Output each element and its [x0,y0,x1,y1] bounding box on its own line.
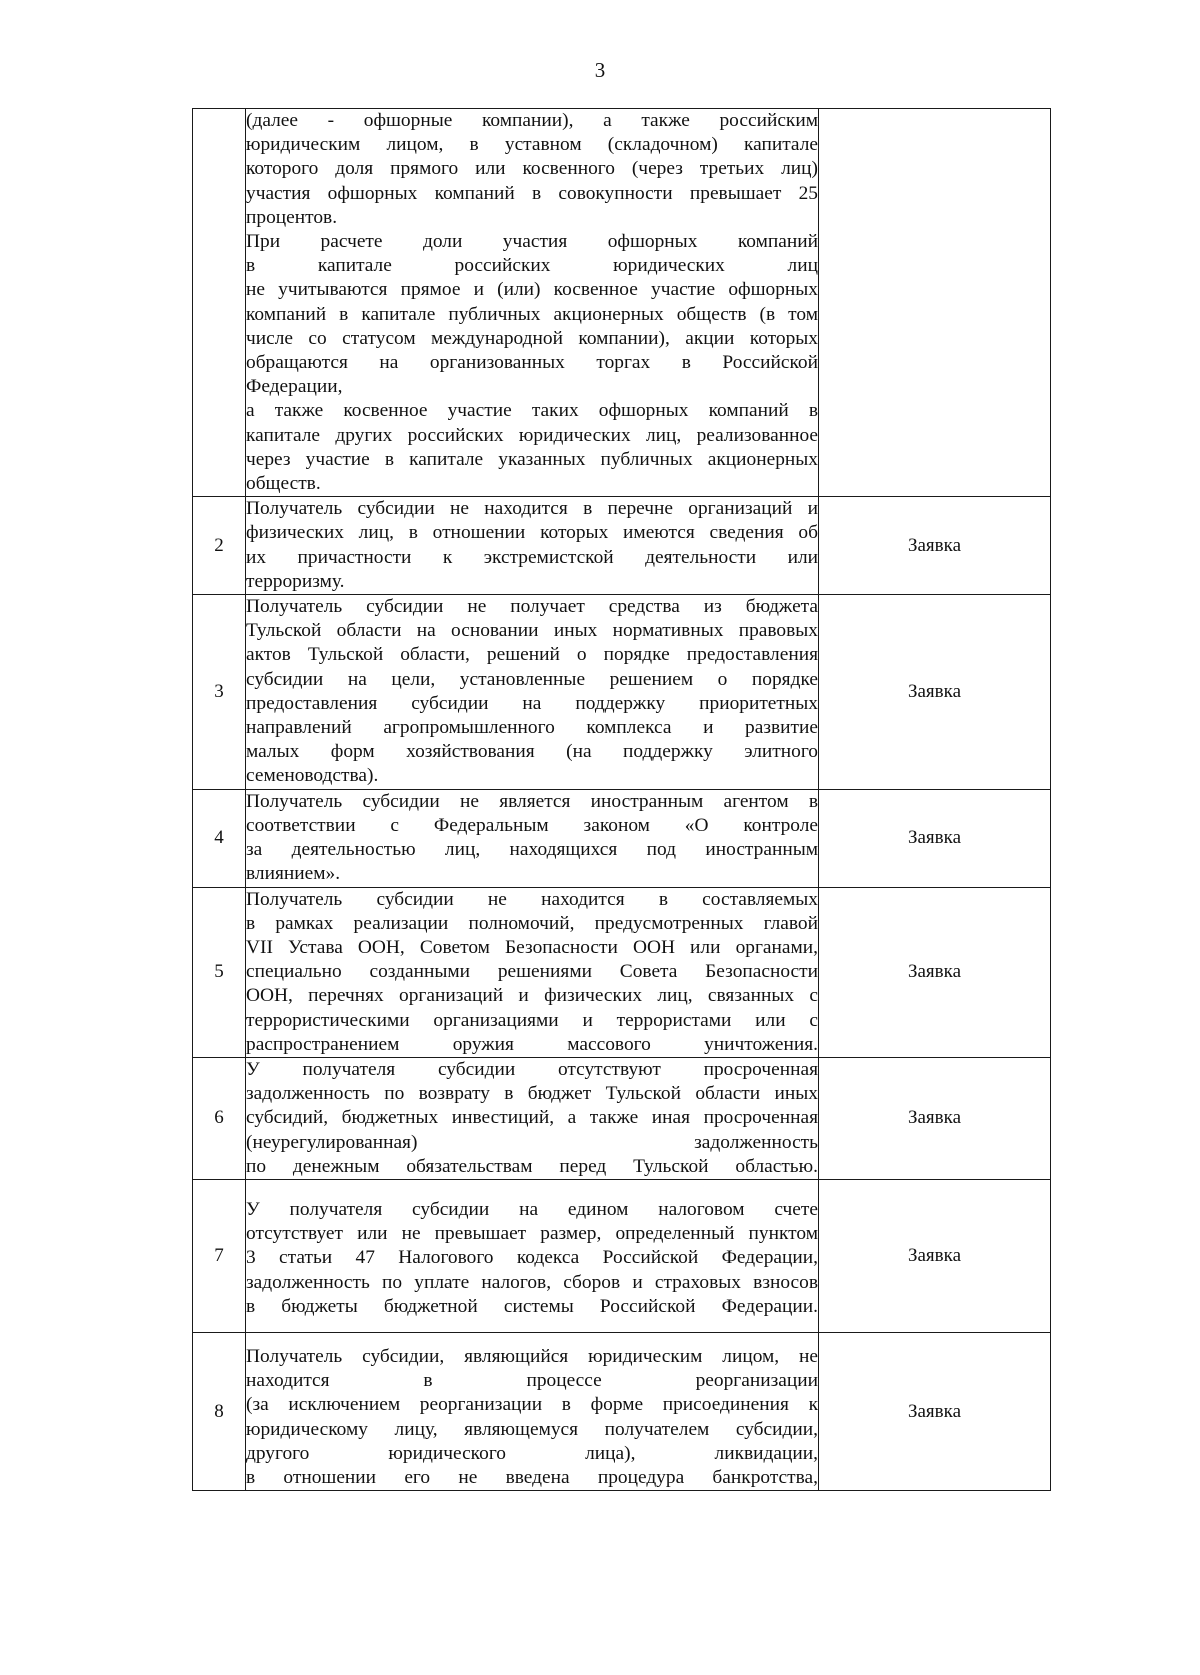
table-row [193,1057,1051,1179]
text-line: участия офшорных компаний в совокупности превышает 25 [246,182,818,204]
text-line: террористическими организациями и террористами или с [246,1009,818,1031]
table-row [193,1179,1051,1332]
confirming-document: Заявка [819,887,1051,1057]
text-line: субсидии на цели, установленные решением о порядке [246,668,818,690]
text-line: субсидий, бюджетных инвестиций, а также иная просроченная [246,1107,818,1129]
text-line: в отношении его не введена процедура банкротства, [246,1466,818,1488]
text-line: отсутствует или не превышает размер, определенный пунктом [246,1223,818,1245]
confirming-document: Заявка [819,1057,1051,1179]
text-line: У получателя субсидии на едином налоговом счете [246,1198,818,1220]
text-line: Получатель субсидии не находится в составляемых [246,888,818,910]
text-line: компаний в капитале публичных акционерных обществ (в том [246,303,818,325]
text-line: за деятельностью лиц, находящихся под иностранным [246,839,818,861]
text-line: Получатель субсидии не находится в перечне организаций и [246,498,818,520]
text-line: семеноводства). [246,765,379,787]
text-line: которого доля прямого или косвенного (через третьих лиц) [246,158,818,180]
text-line: (неурегулированная) задолженность [246,1131,818,1153]
text-line: процентов. [246,206,338,228]
requirements-table [192,108,1051,1491]
table-row [193,497,1051,595]
text-line: VII Устава ООН, Советом Безопасности ООН или органами, [246,936,818,958]
row-number: 2 [193,497,246,595]
text-line: не учитываются прямое и (или) косвенное участие офшорных [246,279,818,301]
text-line: (далее - офшорные компании), а также российским [246,110,818,131]
text-line: влиянием». [246,863,341,885]
text-line: (за исключением реорганизации в форме присоединения к [246,1394,818,1416]
text-line: Федерации, [246,376,343,398]
text-line: физических лиц, в отношении которых имеются сведения об [246,522,818,544]
text-line: другого юридического лица), ликвидации, [246,1442,818,1464]
text-line: Получатель субсидии, являющийся юридическим лицом, не [246,1345,818,1367]
text-line: числе со статусом международной компании), акции которых [246,327,818,349]
text-line: капитале других российских юридических лиц, реализованное [246,424,818,446]
confirming-document: Заявка [819,789,1051,887]
row-number: 3 [193,595,246,790]
text-line: Тульской области на основании иных нормативных правовых [246,620,818,642]
text-line: направлений агропромышленного комплекса и развитие [246,717,818,739]
row-number: 4 [193,789,246,887]
table-row [193,789,1051,887]
text-line: в рамках реализации полномочий, предусмотренных главой [246,912,818,934]
requirement-text [246,595,819,790]
text-line: соответствии с Федеральным законом «О контроле [246,814,818,836]
text-line: находится в процессе реорганизации [246,1370,818,1392]
text-line: а также косвенное участие таких офшорных компаний в [246,400,818,422]
text-line: У получателя субсидии отсутствуют просроченная [246,1058,818,1080]
text-line: Получатель субсидии не является иностранным агентом в [246,790,818,812]
requirement-text [246,1057,819,1179]
text-line: распространением оружия массового уничтожения. [246,1033,818,1055]
row-number: 6 [193,1057,246,1179]
confirming-document: Заявка [819,497,1051,595]
text-line: актов Тульской области, решений о порядке предоставления [246,644,818,666]
text-line: юридическому лицу, являющемуся получателем субсидии, [246,1418,818,1440]
text-line: в бюджеты бюджетной системы Российской Федерации. [246,1295,818,1317]
text-line: терроризму. [246,570,345,592]
page-number: 3 [594,58,606,82]
table-row [193,1332,1051,1490]
text-line: малых форм хозяйствования (на поддержку элитного [246,741,818,763]
row-number: 7 [193,1179,246,1332]
text-line: задолженность по уплате налогов, сборов и страховых взносов [246,1271,818,1293]
requirement-text [246,1179,819,1332]
table-row [193,887,1051,1057]
requirement-text [246,497,819,595]
text-line: 3 статьи 47 Налогового кодекса Российской Федерации, [246,1247,818,1269]
text-line: обращаются на организованных торгах в Российской [246,352,818,374]
table-row [193,109,1051,497]
text-line: специально созданными решениями Совета Безопасности [246,961,818,983]
confirming-document: Заявка [819,595,1051,790]
text-line: в капитале российских юридических лиц [246,255,818,277]
confirming-document [819,109,1051,497]
table-body [193,109,1051,1491]
row-number: 5 [193,887,246,1057]
text-line: обществ. [246,473,321,495]
requirement-text [246,789,819,887]
text-line: задолженность по возврату в бюджет Тульской области иных [246,1083,818,1105]
text-line: их причастности к экстремистской деятельности или [246,546,818,568]
text-line: предоставления субсидии на поддержку приоритетных [246,692,818,714]
requirement-text [246,1332,819,1490]
text-line: юридическим лицом, в уставном (складочном) капитале [246,134,818,156]
requirement-text [246,109,819,497]
row-number: 8 [193,1332,246,1490]
table-row [193,595,1051,790]
text-line: Получатель субсидии не получает средства из бюджета [246,596,818,618]
text-line: ООН, перечнях организаций и физических лиц, связанных с [246,985,818,1007]
row-number [193,109,246,497]
requirement-text [246,887,819,1057]
text-line: При расчете доли участия офшорных компаний [246,231,818,253]
text-line: по денежным обязательствам перед Тульской областью. [246,1155,818,1177]
confirming-document: Заявка [819,1179,1051,1332]
text-line: через участие в капитале указанных публичных акционерных [246,448,818,470]
confirming-document: Заявка [819,1332,1051,1490]
